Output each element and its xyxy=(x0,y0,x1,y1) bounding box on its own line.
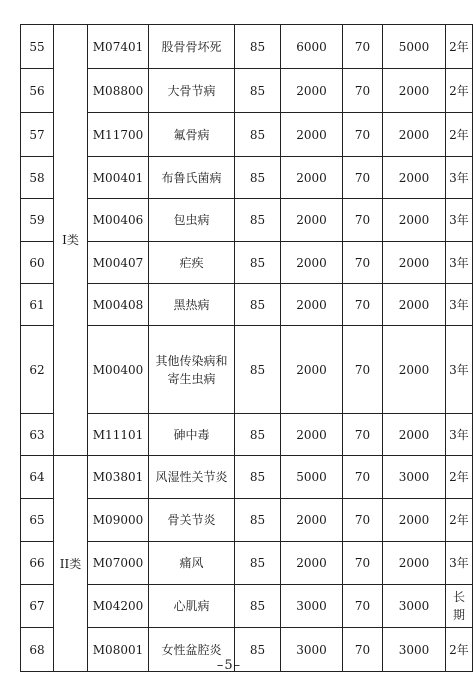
value-c-cell-text: 70 xyxy=(354,599,371,613)
value-b-cell xyxy=(281,456,343,499)
value-b-cell-text: 2000 xyxy=(296,556,327,570)
table-row xyxy=(21,113,473,157)
value-a-cell-text: 85 xyxy=(249,39,266,54)
disease-code-cell xyxy=(88,326,149,414)
disease-code-cell-text: M00400 xyxy=(92,362,144,377)
period-cell xyxy=(446,585,473,628)
table-row xyxy=(21,542,473,585)
row-number-cell-text: 65 xyxy=(29,513,45,527)
value-c-cell xyxy=(343,284,383,326)
period-cell xyxy=(446,456,473,499)
value-a-cell-text: 85 xyxy=(249,170,266,185)
disease-code-cell-text: M07000 xyxy=(92,556,144,570)
value-b-cell xyxy=(281,326,343,414)
value-d-cell-text: 3000 xyxy=(398,642,430,657)
value-a-cell xyxy=(235,585,281,628)
row-number-cell xyxy=(21,585,54,628)
period-cell xyxy=(446,414,473,456)
disease-name-cell-text: 疟疾 xyxy=(179,255,204,270)
value-b-cell xyxy=(281,157,343,199)
row-number-cell-text: 64 xyxy=(29,470,45,484)
value-c-cell-text: 70 xyxy=(354,170,371,185)
value-c-cell-text: 70 xyxy=(354,83,371,98)
disease-code-cell xyxy=(88,199,149,242)
value-b-cell xyxy=(281,414,343,456)
row-number-cell xyxy=(21,414,54,456)
row-number-cell-text: 68 xyxy=(29,642,45,657)
disease-name-cell-text: 砷中毒 xyxy=(173,427,210,442)
value-c-cell-text: 70 xyxy=(354,255,371,270)
disease-name-cell-text: 其他传染病和 xyxy=(155,353,228,368)
value-b-cell xyxy=(281,499,343,542)
value-d-cell-text: 2000 xyxy=(398,556,430,570)
value-d-cell xyxy=(383,157,446,199)
disease-name-cell xyxy=(149,456,235,499)
period-cell xyxy=(446,542,473,585)
value-a-cell-text: 85 xyxy=(249,513,266,527)
value-a-cell-text: 85 xyxy=(249,599,266,613)
disease-code-cell-text: M09000 xyxy=(92,513,144,527)
value-c-cell-text: 70 xyxy=(354,362,371,377)
table-row xyxy=(21,499,473,542)
value-d-cell-text: 2000 xyxy=(398,170,430,185)
value-d-cell xyxy=(383,199,446,242)
category-label: I类 xyxy=(62,233,79,247)
row-number-cell-text: 66 xyxy=(29,556,45,570)
value-a-cell-text: 85 xyxy=(249,470,266,484)
value-c-cell xyxy=(343,157,383,199)
disease-name-cell-text: 布鲁氏菌病 xyxy=(161,170,222,185)
period-cell xyxy=(446,499,473,542)
value-a-cell xyxy=(235,456,281,499)
value-b-cell xyxy=(281,585,343,628)
table-row xyxy=(21,25,473,69)
period-cell-text: 3年 xyxy=(449,170,469,185)
value-a-cell-text: 85 xyxy=(249,297,266,312)
table-row xyxy=(21,157,473,199)
page-number: –5– xyxy=(216,658,242,673)
value-a-cell xyxy=(235,113,281,157)
disease-name-cell-text: 痛风 xyxy=(179,556,204,570)
value-c-cell xyxy=(343,456,383,499)
disease-code-cell xyxy=(88,284,149,326)
row-number-cell-text: 62 xyxy=(29,362,45,377)
disease-code-cell-text: M00401 xyxy=(92,170,144,185)
period-cell-text: 2年 xyxy=(449,642,469,657)
value-a-cell xyxy=(235,326,281,414)
row-number-cell xyxy=(21,242,54,284)
value-c-cell-text: 70 xyxy=(354,642,371,657)
value-b-cell-text: 2000 xyxy=(296,255,327,270)
row-number-cell xyxy=(21,499,54,542)
table-body xyxy=(21,25,473,672)
value-b-cell-text: 6000 xyxy=(296,39,327,54)
row-number-cell xyxy=(21,284,54,326)
row-number-cell-text: 63 xyxy=(29,427,45,442)
period-cell xyxy=(446,326,473,414)
disease-name-cell xyxy=(149,542,235,585)
value-a-cell-text: 85 xyxy=(249,83,266,98)
period-cell-text: 3年 xyxy=(449,362,469,377)
value-c-cell-text: 70 xyxy=(354,556,371,570)
period-cell-text: 2年 xyxy=(449,39,469,54)
value-d-cell xyxy=(383,69,446,113)
value-b-cell-text: 2000 xyxy=(296,127,327,142)
row-number-cell xyxy=(21,113,54,157)
period-cell-text: 长期 xyxy=(452,590,465,622)
row-number-cell xyxy=(21,25,54,69)
value-a-cell-text: 85 xyxy=(249,362,266,377)
disease-code-cell-text: M00407 xyxy=(92,255,144,270)
value-d-cell xyxy=(383,113,446,157)
row-number-cell-text: 58 xyxy=(29,170,45,185)
row-number-cell-text: 57 xyxy=(29,127,45,142)
row-number-cell xyxy=(21,542,54,585)
disease-code-cell xyxy=(88,113,149,157)
disease-name-cell-text: 大骨节病 xyxy=(167,83,216,98)
row-number-cell-text: 60 xyxy=(29,255,45,270)
value-a-cell-text: 85 xyxy=(249,127,266,142)
period-cell xyxy=(446,113,473,157)
disease-code-cell xyxy=(88,585,149,628)
period-cell xyxy=(446,25,473,69)
value-d-cell xyxy=(383,585,446,628)
disease-code-cell-text: M11700 xyxy=(92,127,144,142)
disease-name-cell xyxy=(149,326,235,414)
value-c-cell xyxy=(343,199,383,242)
value-a-cell xyxy=(235,284,281,326)
value-d-cell-text: 2000 xyxy=(398,427,430,442)
value-d-cell-text: 3000 xyxy=(398,470,430,484)
disease-code-cell-text: M11101 xyxy=(92,427,144,442)
value-a-cell xyxy=(235,69,281,113)
value-b-cell xyxy=(281,284,343,326)
value-b-cell-text: 2000 xyxy=(296,297,327,312)
value-b-cell xyxy=(281,199,343,242)
row-number-cell-text: 56 xyxy=(29,83,45,98)
disease-name-cell xyxy=(149,113,235,157)
value-b-cell xyxy=(281,113,343,157)
value-d-cell-text: 2000 xyxy=(398,362,430,377)
disease-code-cell-text: M04200 xyxy=(92,599,144,613)
value-b-cell xyxy=(281,542,343,585)
period-cell xyxy=(446,69,473,113)
value-c-cell xyxy=(343,242,383,284)
period-cell xyxy=(446,199,473,242)
disease-code-cell xyxy=(88,157,149,199)
row-number-cell xyxy=(21,199,54,242)
period-cell xyxy=(446,242,473,284)
value-a-cell-text: 85 xyxy=(249,255,266,270)
period-cell-text: 2年 xyxy=(449,127,469,142)
value-b-cell-text: 2000 xyxy=(296,170,327,185)
disease-name-cell-text: 氟骨病 xyxy=(173,127,210,142)
period-cell-text: 3年 xyxy=(449,427,469,442)
disease-name-cell xyxy=(149,25,235,69)
disease-table xyxy=(20,24,473,672)
disease-name-cell xyxy=(149,284,235,326)
value-c-cell-text: 70 xyxy=(354,213,371,227)
disease-name-cell-text: 黑热病 xyxy=(173,297,210,312)
value-c-cell-text: 70 xyxy=(354,297,371,312)
value-c-cell-text: 70 xyxy=(354,127,371,142)
disease-name-cell-text: 女性盆腔炎 xyxy=(161,642,222,657)
value-d-cell xyxy=(383,499,446,542)
period-cell-text: 3年 xyxy=(449,556,469,570)
value-d-cell-text: 5000 xyxy=(398,39,430,54)
row-number-cell xyxy=(21,69,54,113)
row-number-cell-text: 55 xyxy=(29,39,45,54)
period-cell-text: 3年 xyxy=(449,213,469,227)
period-cell-text: 2年 xyxy=(449,513,469,527)
value-b-cell-text: 2000 xyxy=(296,362,327,377)
table-row xyxy=(21,199,473,242)
value-a-cell xyxy=(235,414,281,456)
value-d-cell-text: 2000 xyxy=(398,213,430,227)
value-a-cell-text: 85 xyxy=(249,642,266,657)
table-row xyxy=(21,69,473,113)
disease-name-cell-text: 股骨骨坏死 xyxy=(161,39,222,54)
period-cell-text: 3年 xyxy=(449,255,469,270)
value-c-cell xyxy=(343,326,383,414)
value-c-cell xyxy=(343,542,383,585)
value-d-cell xyxy=(383,326,446,414)
disease-name-cell-text: 包虫病 xyxy=(173,213,210,227)
value-d-cell-text: 2000 xyxy=(398,297,430,312)
value-a-cell xyxy=(235,542,281,585)
disease-name-cell xyxy=(149,157,235,199)
value-c-cell-text: 70 xyxy=(354,513,371,527)
value-c-cell xyxy=(343,414,383,456)
disease-name-cell xyxy=(149,242,235,284)
disease-code-cell xyxy=(88,25,149,69)
disease-name-cell xyxy=(149,499,235,542)
value-d-cell xyxy=(383,284,446,326)
disease-code-cell-text: M08001 xyxy=(92,642,144,657)
value-b-cell-text: 2000 xyxy=(296,213,327,227)
value-c-cell-text: 70 xyxy=(354,39,371,54)
row-number-cell-text: 61 xyxy=(29,297,45,312)
value-c-cell-text: 70 xyxy=(354,427,371,442)
category-cell xyxy=(54,25,88,456)
period-cell xyxy=(446,284,473,326)
disease-name-cell xyxy=(149,199,235,242)
value-a-cell xyxy=(235,25,281,69)
table-row xyxy=(21,284,473,326)
value-d-cell xyxy=(383,542,446,585)
disease-code-cell-text: M07401 xyxy=(92,39,144,54)
value-d-cell-text: 2000 xyxy=(398,127,430,142)
row-number-cell xyxy=(21,326,54,414)
value-d-cell-text: 2000 xyxy=(398,513,430,527)
table-row xyxy=(21,456,473,499)
value-b-cell-text: 5000 xyxy=(296,470,327,484)
value-b-cell xyxy=(281,242,343,284)
value-d-cell xyxy=(383,456,446,499)
value-d-cell xyxy=(383,414,446,456)
value-c-cell xyxy=(343,113,383,157)
value-b-cell xyxy=(281,69,343,113)
value-d-cell-text: 2000 xyxy=(398,83,430,98)
row-number-cell xyxy=(21,157,54,199)
disease-name-cell-text: 骨关节炎 xyxy=(167,513,216,527)
value-a-cell xyxy=(235,199,281,242)
disease-code-cell-text: M00408 xyxy=(92,297,144,312)
value-d-cell xyxy=(383,242,446,284)
period-cell-text: 2年 xyxy=(449,83,469,98)
value-b-cell-text: 3000 xyxy=(296,599,327,613)
value-a-cell xyxy=(235,499,281,542)
disease-code-cell xyxy=(88,242,149,284)
row-number-cell xyxy=(21,456,54,499)
disease-code-cell-text: M00406 xyxy=(92,213,144,227)
disease-code-cell-text: M08800 xyxy=(92,83,144,98)
value-c-cell xyxy=(343,69,383,113)
value-a-cell-text: 85 xyxy=(249,427,266,442)
disease-code-cell xyxy=(88,499,149,542)
category-label: II类 xyxy=(59,556,82,571)
period-cell-text: 2年 xyxy=(449,470,469,484)
disease-code-cell xyxy=(88,542,149,585)
disease-name-cell-text: 心肌病 xyxy=(173,599,210,613)
value-c-cell xyxy=(343,499,383,542)
disease-name-cell-text-line2: 寄生虫病 xyxy=(167,371,216,386)
value-c-cell xyxy=(343,585,383,628)
value-a-cell-text: 85 xyxy=(249,556,266,570)
disease-code-cell-text: M03801 xyxy=(92,470,144,484)
disease-code-cell xyxy=(88,414,149,456)
period-cell xyxy=(446,157,473,199)
value-d-cell xyxy=(383,25,446,69)
disease-name-cell xyxy=(149,585,235,628)
value-d-cell-text: 3000 xyxy=(398,599,430,613)
table-row xyxy=(21,242,473,284)
value-c-cell-text: 70 xyxy=(354,470,371,484)
disease-name-cell-text: 风湿性关节炎 xyxy=(155,470,228,484)
disease-name-cell xyxy=(149,414,235,456)
value-b-cell xyxy=(281,25,343,69)
value-b-cell-text: 2000 xyxy=(296,83,327,98)
value-a-cell xyxy=(235,242,281,284)
value-a-cell-text: 85 xyxy=(249,213,266,227)
row-number-cell-text: 59 xyxy=(29,213,45,227)
table-row xyxy=(21,585,473,628)
row-number-cell-text: 67 xyxy=(29,599,45,613)
disease-name-cell xyxy=(149,69,235,113)
disease-code-cell xyxy=(88,69,149,113)
value-a-cell xyxy=(235,157,281,199)
value-b-cell-text: 2000 xyxy=(296,427,327,442)
value-c-cell xyxy=(343,25,383,69)
disease-code-cell xyxy=(88,456,149,499)
value-d-cell-text: 2000 xyxy=(398,255,430,270)
table-row xyxy=(21,326,473,414)
period-cell-text: 3年 xyxy=(449,297,469,312)
category-cell xyxy=(54,456,88,672)
value-b-cell-text: 3000 xyxy=(296,642,327,657)
value-b-cell-text: 2000 xyxy=(296,513,327,527)
table-row xyxy=(21,414,473,456)
